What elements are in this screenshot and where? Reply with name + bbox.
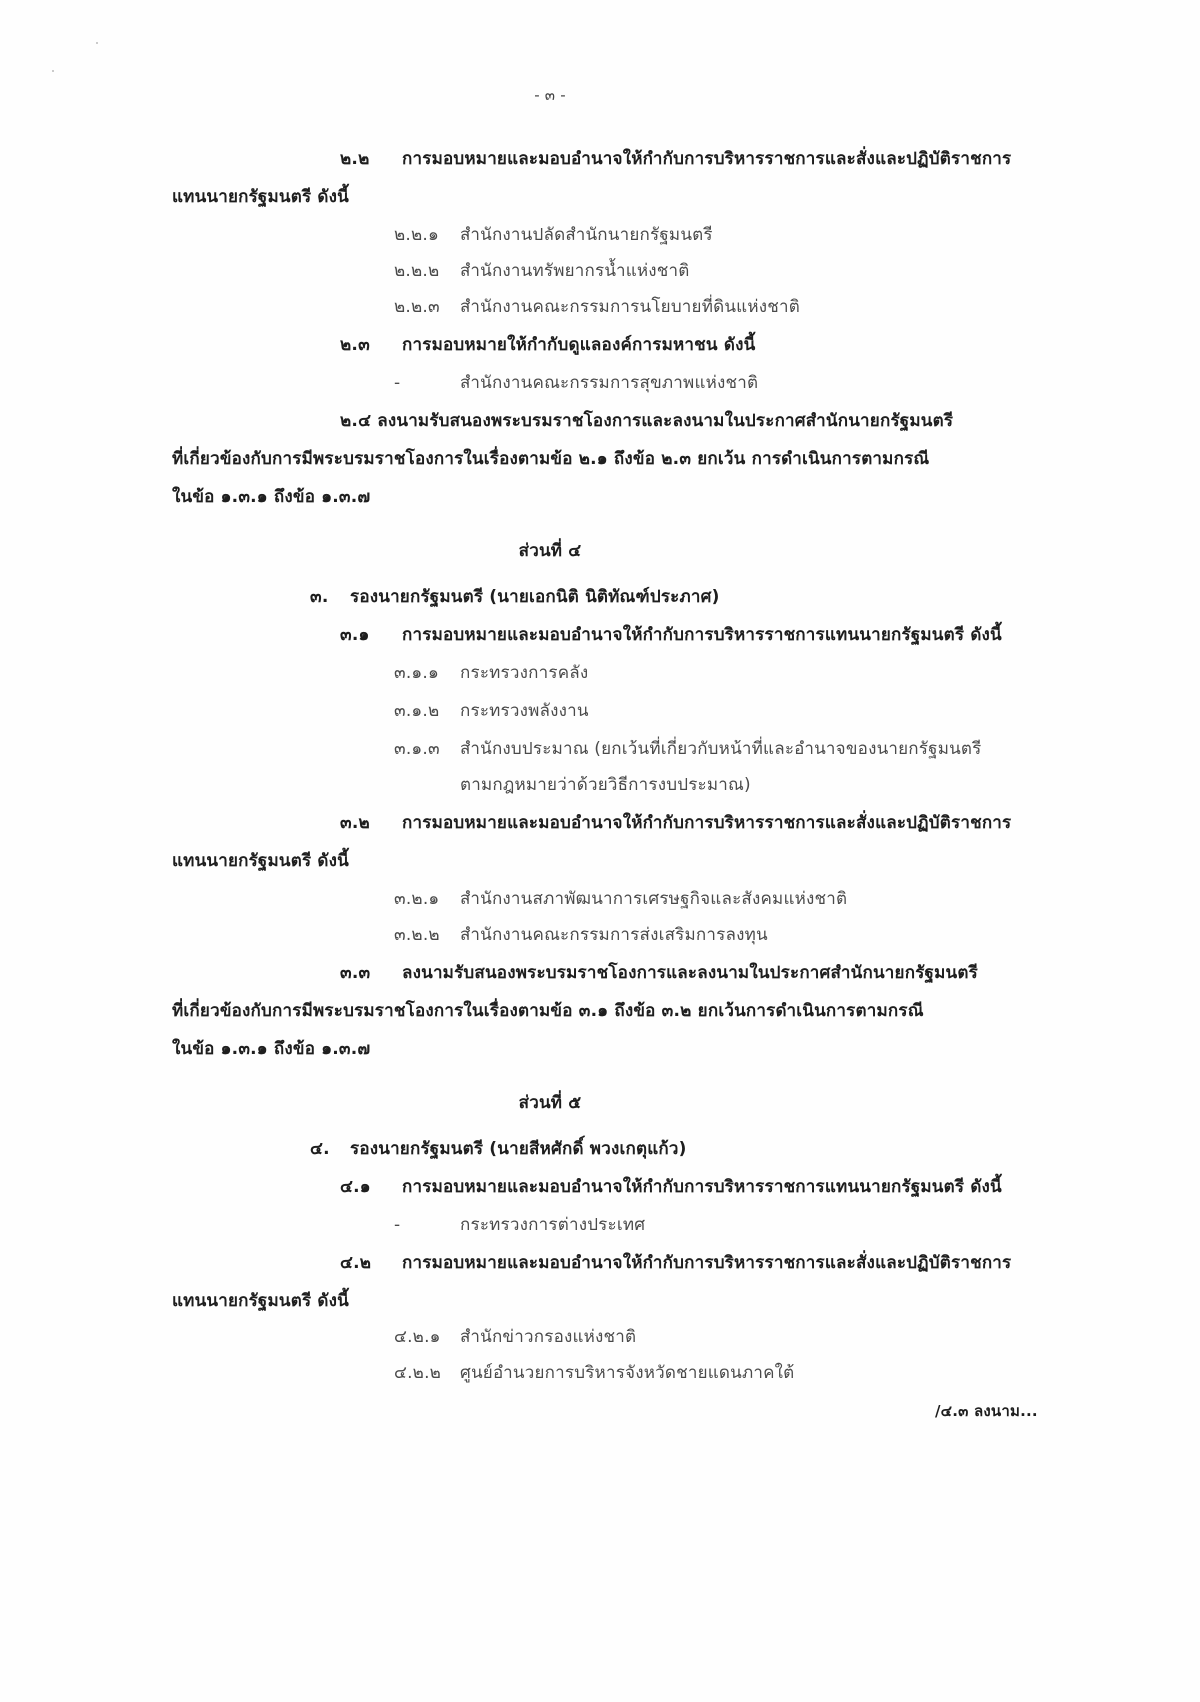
part-5-heading: ส่วนที่ ๕ xyxy=(518,1093,582,1113)
footer-continuation: /๔.๓ ลงนาม... xyxy=(935,1402,1038,1420)
bullet-dash: - xyxy=(394,373,401,393)
section-3-3-line3: ในข้อ ๑.๓.๑ ถึงข้อ ๑.๓.๗ xyxy=(172,1039,371,1059)
list-item: ๒.๒.๓ สำนักงานคณะกรรมการนโยบายที่ดินแห่งชาติ xyxy=(394,297,800,317)
list-item: - กระทรวงการต่างประเทศ xyxy=(394,1215,646,1235)
list-item: ๔.๒.๑ สำนักข่าวกรองแห่งชาติ xyxy=(394,1327,637,1347)
bullet-dash: - xyxy=(394,1215,401,1235)
section-3-2: ๓.๒ การมอบหมายและมอบอำนาจให้กำกับการบริหารราชการและสั่งและปฏิบัติราชการ xyxy=(340,813,1012,833)
list-item: ๓.๑.๒ กระทรวงพลังงาน xyxy=(394,701,589,721)
list-item: ๒.๒.๑ สำนักงานปลัดสำนักนายกรัฐมนตรี xyxy=(394,225,713,245)
section-number: ๒.๒ xyxy=(340,149,370,169)
list-item: ๒.๒.๒ สำนักงานทรัพยากรน้ำแห่งชาติ xyxy=(394,261,690,281)
section-2-3: ๒.๓ การมอบหมายให้กำกับดูแลองค์การมหาชน ดังนี้ xyxy=(340,335,756,355)
section-4-1: ๔.๑ การมอบหมายและมอบอำนาจให้กำกับการบริหารราชการแทนนายกรัฐมนตรี ดังนี้ xyxy=(340,1177,1002,1197)
list-item-continuation: ตามกฎหมายว่าด้วยวิธีการงบประมาณ) xyxy=(460,775,751,795)
section-text: การมอบหมายและมอบอำนาจให้กำกับการบริหารราชการและสั่งและปฏิบัติราชการ xyxy=(402,149,1012,169)
list-item: ๓.๑.๑ กระทรวงการคลัง xyxy=(394,663,589,683)
officer-4: ๔. รองนายกรัฐมนตรี (นายสีหศักดิ์ พวงเกตุแก้ว) xyxy=(310,1139,687,1159)
list-item: ๓.๒.๑ สำนักงานสภาพัฒนาการเศรษฐกิจและสังคมแห่งชาติ xyxy=(394,889,848,909)
section-2-4-line3: ในข้อ ๑.๓.๑ ถึงข้อ ๑.๓.๗ xyxy=(172,487,371,507)
section-2-4-line2: ที่เกี่ยวข้องกับการมีพระบรมราชโองการในเรื่องตามข้อ ๒.๑ ถึงข้อ ๒.๓ ยกเว้น การดำเนินการตามกรณี xyxy=(172,449,930,469)
scan-speck xyxy=(52,70,54,72)
section-3-1: ๓.๑ การมอบหมายและมอบอำนาจให้กำกับการบริหารราชการแทนนายกรัฐมนตรี ดังนี้ xyxy=(340,625,1002,645)
list-item: ๔.๒.๒ ศูนย์อำนวยการบริหารจังหวัดชายแดนภาคใต้ xyxy=(394,1363,795,1383)
scan-speck xyxy=(96,42,98,44)
section-3-2-continuation: แทนนายกรัฐมนตรี ดังนี้ xyxy=(172,851,349,871)
list-item: - สำนักงานคณะกรรมการสุขภาพแห่งชาติ xyxy=(394,373,759,393)
section-2-2-continuation: แทนนายกรัฐมนตรี ดังนี้ xyxy=(172,187,349,207)
section-3-3-line2: ที่เกี่ยวข้องกับการมีพระบรมราชโองการในเรื่องตามข้อ ๓.๑ ถึงข้อ ๓.๒ ยกเว้นการดำเนินการตามกรณี xyxy=(172,1001,924,1021)
section-4-2-continuation: แทนนายกรัฐมนตรี ดังนี้ xyxy=(172,1291,349,1311)
list-item: ๓.๑.๓ สำนักงบประมาณ (ยกเว้นที่เกี่ยวกับหน้าที่และอำนาจของนายกรัฐมนตรี xyxy=(394,739,982,759)
part-4-heading: ส่วนที่ ๔ xyxy=(518,541,582,561)
officer-3: ๓. รองนายกรัฐมนตรี (นายเอกนิติ นิติทัณฑ์ประภาศ) xyxy=(310,587,720,607)
list-item: ๓.๒.๒ สำนักงานคณะกรรมการส่งเสริมการลงทุน xyxy=(394,925,768,945)
section-2-2 xyxy=(340,148,1011,170)
page-number: - ๓ - xyxy=(534,86,566,104)
section-3-3: ๓.๓ ลงนามรับสนองพระบรมราชโองการและลงนามในประกาศสำนักนายกรัฐมนตรี xyxy=(340,963,978,983)
section-2-4-line1: ๒.๔ ลงนามรับสนองพระบรมราชโองการและลงนามในประกาศสำนักนายกรัฐมนตรี xyxy=(340,411,954,431)
section-4-2: ๔.๒ การมอบหมายและมอบอำนาจให้กำกับการบริหารราชการและสั่งและปฏิบัติราชการ xyxy=(340,1253,1012,1273)
